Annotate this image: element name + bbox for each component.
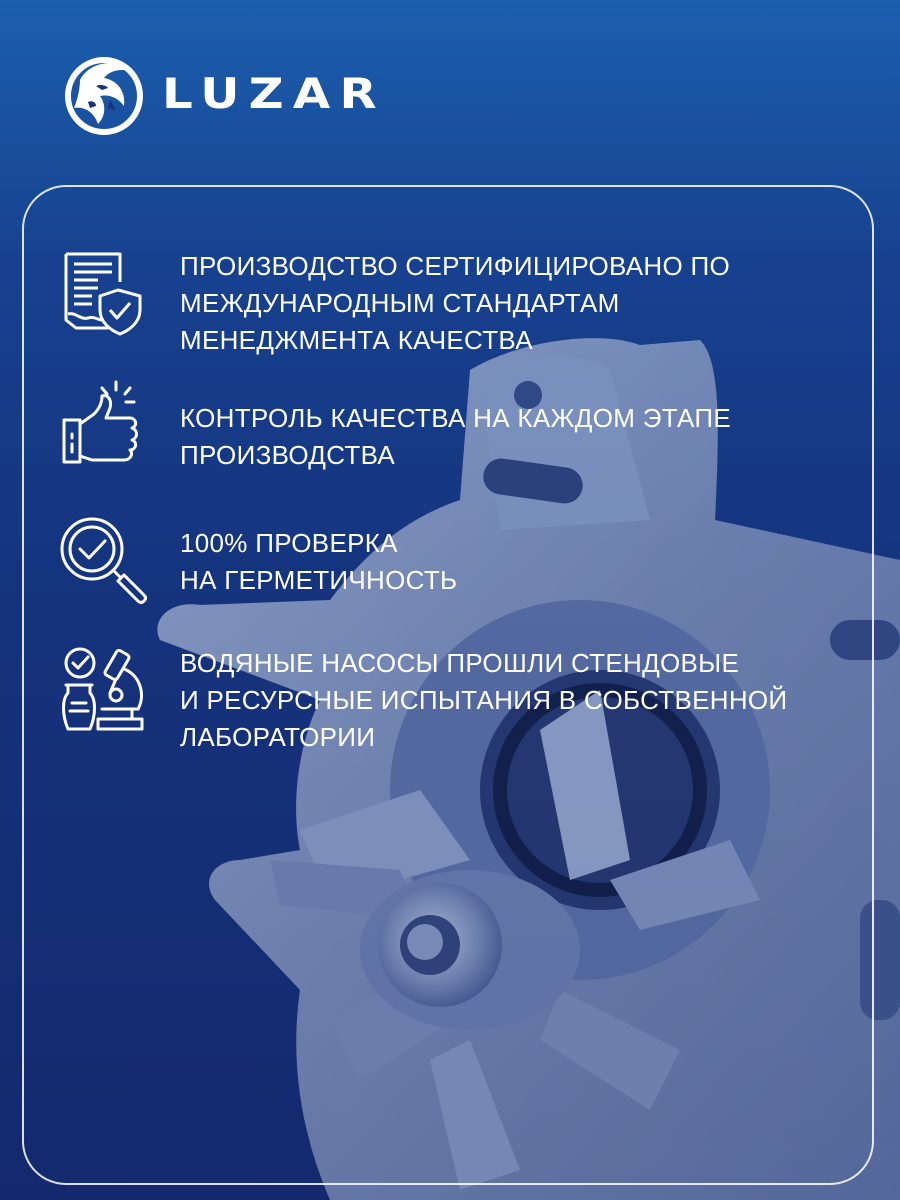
feature-text: ПРОИЗВОДСТВО СЕРТИФИЦИРОВАНО ПО МЕЖДУНАРОДНЫМ СТАНДАРТАМ МЕНЕДЖМЕНТА КАЧЕСТВА	[180, 251, 731, 355]
feature-text: ВОДЯНЫЕ НАСОСЫ ПРОШЛИ СТЕНДОВЫЕ И РЕСУРСНЫЕ ИСПЫТАНИЯ В СОБСТВЕННОЙ ЛАБОРАТОРИИ	[180, 648, 788, 752]
tiger-head-logo-icon	[60, 50, 148, 138]
brand-name: LUZAR	[162, 69, 386, 118]
brand-logo	[60, 50, 440, 140]
feature-text: 100% ПРОВЕРКА НА ГЕРМЕТИЧНОСТЬ	[180, 528, 458, 595]
microscope-lab-icon	[58, 645, 148, 735]
thumbs-up-icon	[58, 378, 148, 468]
magnifier-check-icon	[58, 515, 148, 605]
feature-text: КОНТРОЛЬ КАЧЕСТВА НА КАЖДОМ ЭТАПЕ ПРОИЗВОДСТВА	[180, 403, 731, 470]
certificate-shield-icon	[58, 248, 148, 338]
